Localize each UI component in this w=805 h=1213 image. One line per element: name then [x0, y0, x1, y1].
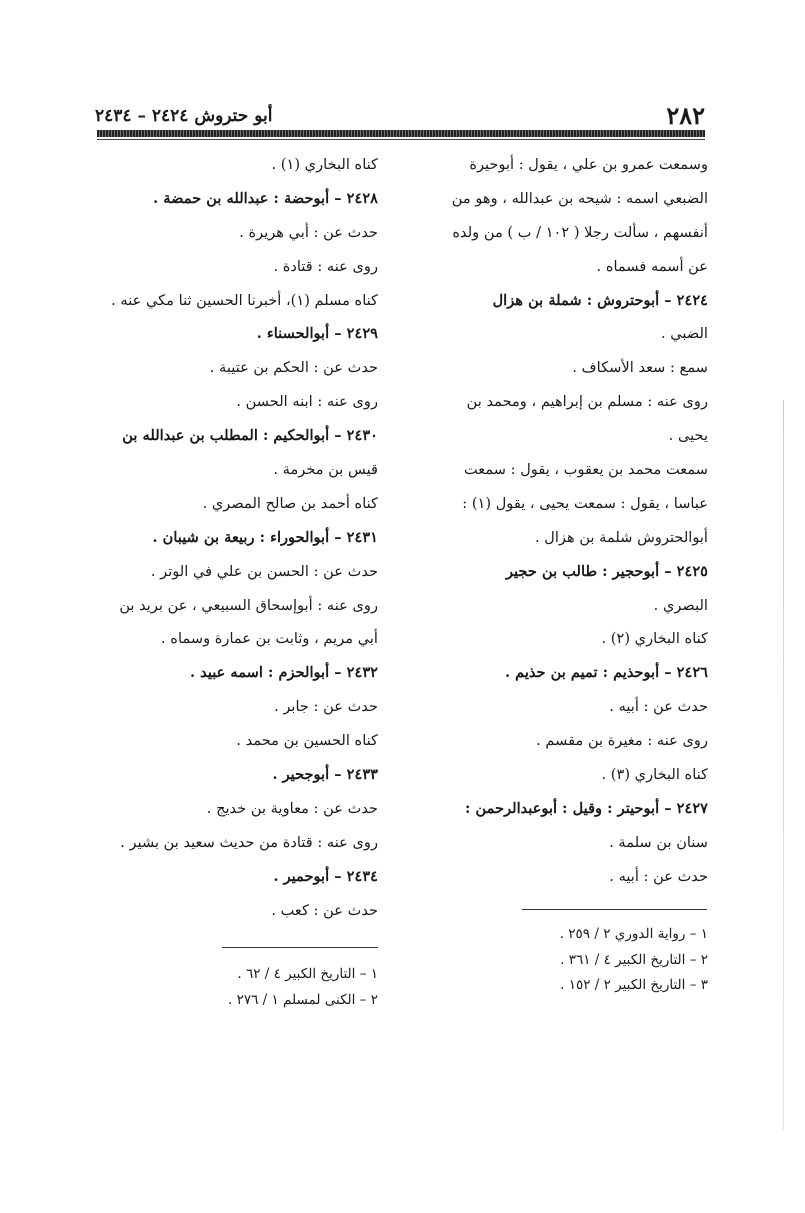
text-line: الضبي .: [660, 325, 708, 343]
text-line: حدث عن : أبيه .: [609, 867, 708, 885]
text-line: أبي مريم ، وثابت بن عمارة وسماه .: [161, 630, 378, 648]
entry-heading: ٢٤٢٦ – أبوحذيم : تميم بن حذيم .: [504, 664, 708, 682]
right-column: [412, 148, 708, 894]
text-line: أنفسهم ، سألت رجلا ( ١٠٢ / ب ) من ولده: [452, 223, 708, 241]
text-line: أبوالحتروش شلمة بن هزال .: [535, 528, 708, 546]
text-line: حدث عن : أبي هريرة .: [239, 223, 378, 241]
text-line: قيس بن مخرمة .: [273, 461, 378, 479]
header-rule-thin: [97, 139, 705, 140]
text-line: حدث عن : معاوية بن خديج .: [206, 799, 378, 817]
entry-heading: ٢٤٢٩ – أبوالحسناء .: [256, 325, 378, 343]
entry-heading: ٢٤٣٠ – أبوالحكيم : المطلب بن عبدالله بن: [122, 427, 378, 445]
text-line: وسمعت عمرو بن علي ، يقول : أبوحيرة: [469, 156, 708, 173]
text-line: كناه مسلم (١)، أخبرنا الحسين ثنا مكي عنه .: [111, 291, 378, 309]
footnote: ١ – التاريخ الكبير ٤ / ٦٢ .: [237, 966, 378, 982]
scan-edge-mark: [783, 400, 784, 1130]
entry-heading: ٢٤٢٤ – أبوحتروش : شملة بن هزال: [492, 291, 708, 309]
text-line: روى عنه : مغيرة بن مقسم .: [536, 732, 708, 750]
text-line: حدث عن : كعب .: [271, 901, 378, 919]
entry-heading: ٢٤٣١ – أبوالحوراء : ربيعة بن شيبان .: [152, 528, 378, 546]
footnote: ٣ – التاريخ الكبير ٢ / ١٥٢ .: [560, 977, 708, 993]
text-line: حدث عن : أبيه .: [609, 698, 708, 716]
text-line: روى عنه : مسلم بن إبراهيم ، ومحمد بن: [466, 393, 708, 411]
text-line: كناه البخاري (٢) .: [601, 630, 708, 648]
entry-heading: ٢٤٣٤ – أبوحمير .: [273, 867, 378, 885]
text-line: كناه البخاري (٣) .: [601, 766, 708, 784]
footnotes-left: [128, 962, 378, 1013]
text-line: حدث عن : الحسن بن علي في الوتر .: [150, 562, 378, 580]
entry-heading: ٢٤٢٧ – أبوحيتر : وقيل : أبوعبدالرحمن :: [465, 799, 708, 817]
text-line: يحيى .: [668, 427, 708, 445]
entry-heading: ٢٤٢٥ – أبوحجير : طالب بن حجير: [506, 562, 708, 580]
text-line: كناه الحسين بن محمد .: [236, 732, 378, 750]
running-title: أبو حتروش ٢٤٢٤ – ٢٤٣٤: [95, 106, 273, 126]
text-line: حدث عن : الحكم بن عتيبة .: [209, 359, 378, 377]
entry-heading: ٢٤٣٣ – أبوجحير .: [272, 766, 378, 784]
text-line: عن أسمه فسماه .: [596, 257, 708, 275]
footnote: ٢ – التاريخ الكبير ٤ / ٣٦١ .: [560, 951, 708, 968]
footnote: ٢ – الكنى لمسلم ١ / ٢٧٦ .: [227, 991, 378, 1008]
footnote-divider-right: [522, 909, 707, 910]
footnote-divider-left: [222, 947, 378, 948]
text-line: سنان بن سلمة .: [609, 833, 708, 851]
page-header: [95, 103, 705, 129]
text-line: البصري .: [653, 596, 708, 614]
text-line: سمع : سعد الأسكاف .: [572, 359, 708, 377]
text-line: حدث عن : جابر .: [274, 698, 378, 716]
text-line: روى عنه : أبوإسحاق السبيعي ، عن بريد بن: [119, 596, 378, 614]
text-line: كناه أحمد بن صالح المصري .: [202, 494, 378, 512]
entry-heading: ٢٤٣٢ – أبوالحزم : اسمه عبيد .: [190, 664, 378, 682]
footnote: ١ – رواية الدوري ٢ / ٢٥٩ .: [559, 926, 708, 942]
text-line: عباسا ، يقول : سمعت يحيى ، يقول (١) :: [462, 494, 708, 512]
text-line: روى عنه : قتادة من حديث سعيد بن بشير .: [120, 833, 378, 851]
text-line: روى عنه : قتادة .: [273, 257, 378, 275]
text-line: روى عنه : ابنه الحسن .: [236, 393, 378, 411]
text-line: سمعت محمد بن يعقوب ، يقول : سمعت: [463, 461, 708, 479]
text-line: كناه البخاري (١) .: [271, 156, 378, 173]
text-line: الضبعي اسمه : شيحه بن عبدالله ، وهو من: [451, 189, 708, 207]
page-number: ٢٨٢: [666, 101, 705, 130]
header-rule: [97, 130, 705, 137]
footnotes-right: [408, 922, 708, 999]
entry-heading: ٢٤٢٨ – أبوحضة : عبدالله بن حمضة .: [153, 189, 378, 207]
left-column: [94, 148, 378, 927]
